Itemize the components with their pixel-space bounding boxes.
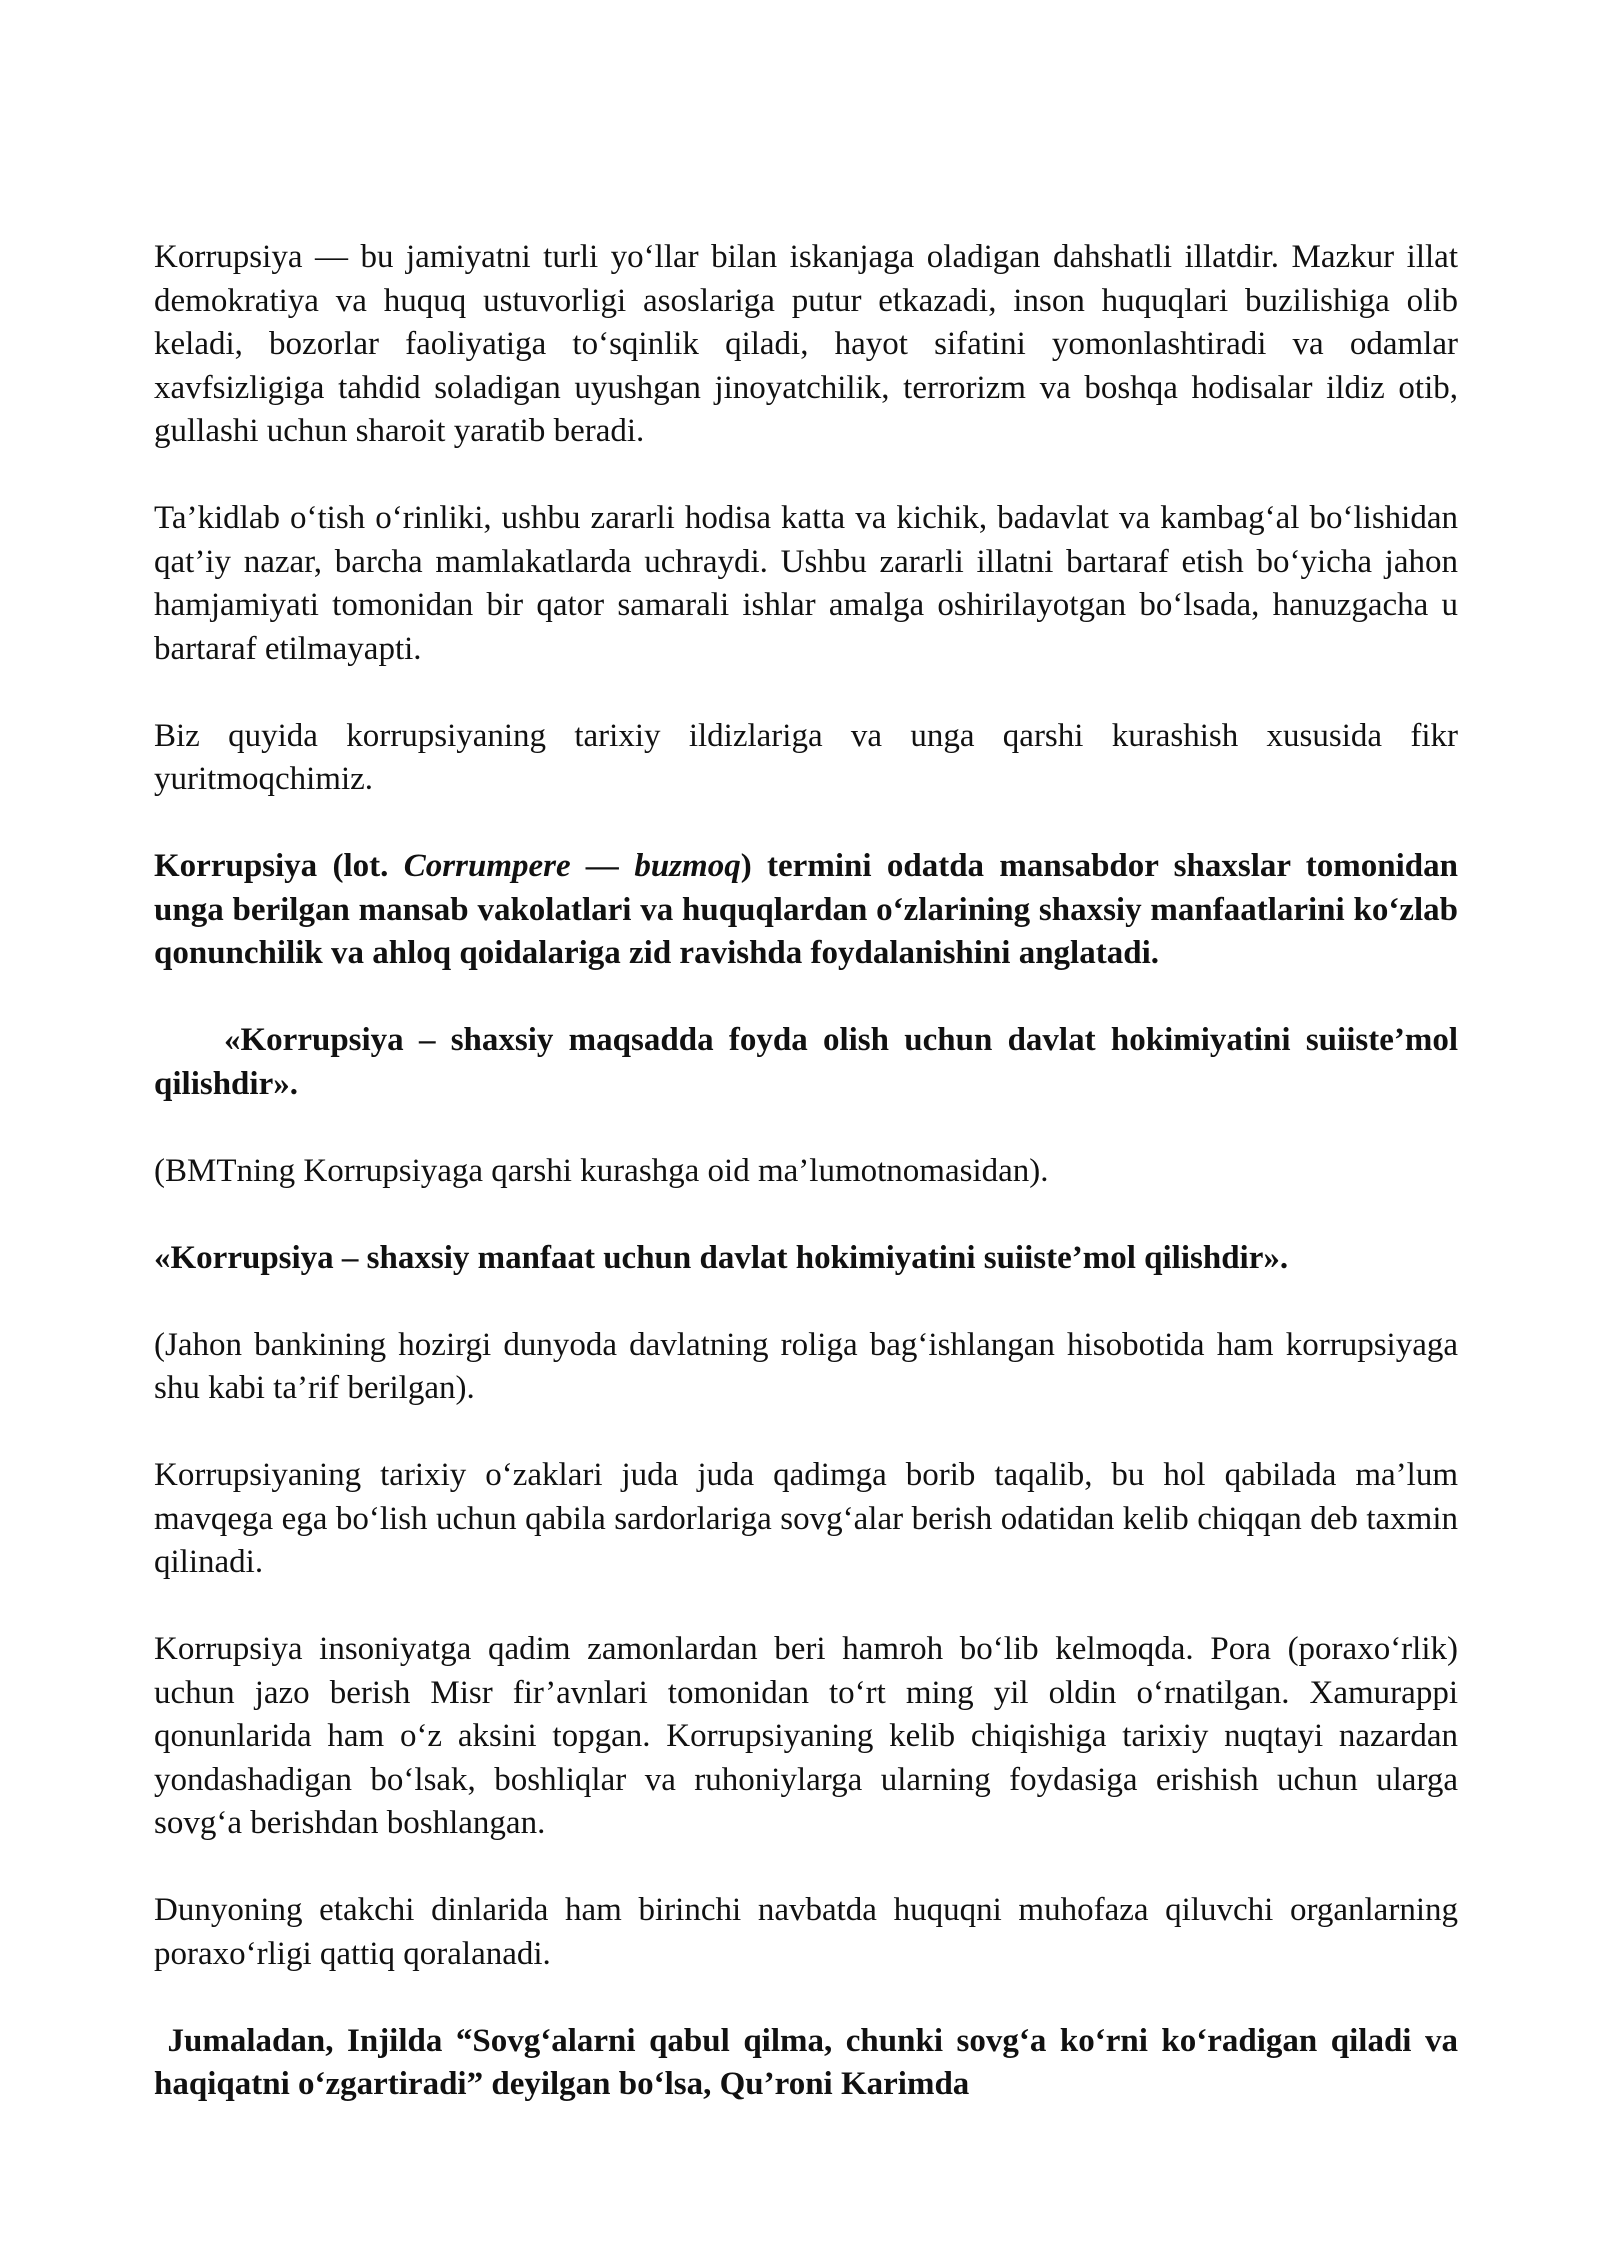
definition-part-3: ) termini odatda mansabdor shaxslar tomonidan unga berilgan mansab vakolatlari va huquqlardan o‘zlarining shaxsiy manfaatlarini ko‘zlab qonunchilik va ahloq qoidalariga zid ravishda foydalanishini anglatadi. bbox=[154, 848, 1458, 971]
source-world-bank: (Jahon bankining hozirgi dunyoda davlatning roliga bag‘ishlangan hisobotida ham korrupsiyaga shu kabi ta’rif berilgan). bbox=[154, 1326, 1458, 1406]
paragraph-ancient-history: Korrupsiya insoniyatga qadim zamonlardan beri hamroh bo‘lib kelmoqda. Pora (poraxo‘rlik) uchun jazo berish Misr fir’avnlari tomonidan to‘rt ming yil oldin o‘rnatilgan. Xamurappi qonunlarida ham o‘z aksini topgan. Korrupsiyaning kelib chiqishiga tarixiy nuqtayi nazardan yondashadigan bo‘lsak, boshliqlar va ruhoniylarga ularning foydasiga erishish uchun ularga sovg‘a berishdan boshlangan. bbox=[154, 1631, 1458, 1841]
quote-un: «Korrupsiya – shaxsiy maqsadda foyda olish uchun davlat hokimiyatini suiiste’mol qilishdir». bbox=[154, 1022, 1458, 1102]
paragraph-intro: Korrupsiya — bu jamiyatni turli yo‘llar bilan iskanjaga oladigan dahshatli illatdir. Mazkur illat demokratiya va huquq ustuvorligi asoslariga putur etkazadi, inson huquqlari buzilishiga olib keladi, bozorlar faoliyatiga to‘sqinlik qiladi, hayot sifatini yomonlashtiradi va odamlar xavfsizligiga tahdid soladigan uyushgan jinoyatchilik, terrorizm va boshqa hodisalar ildiz otib, gullashi uchun sharoit yaratib beradi. bbox=[154, 239, 1458, 449]
paragraph-history-roots: Korrupsiyaning tarixiy o‘zaklari juda juda qadimga borib taqalib, bu hol qabilada ma’lum mavqega ega bo‘lish uchun qabila sardorlariga sovg‘alar berish odatidan kelib chiqqan deb taxmin qilinadi. bbox=[154, 1457, 1458, 1580]
document-page bbox=[154, 236, 1467, 2107]
paragraph-scripture: Jumaladan, Injilda “Sovg‘alarni qabul qilma, chunki sovg‘a ko‘rni ko‘radigan qiladi va haqiqatni o‘zgartiradi” deyilgan bo‘lsa, Qu’roni Karimda bbox=[154, 2022, 1467, 2102]
paragraph-emphasis: Ta’kidlab o‘tish o‘rinliki, ushbu zararli hodisa katta va kichik, badavlat va kambag‘al bo‘lishidan qat’iy nazar, barcha mamlakatlarda uchraydi. Ushbu zararli illatni bartaraf etish bo‘yicha jahon hamjamiyati tomonidan bir qator samarali ishlar amalga oshirilayotgan bo‘lsada, hanuzgacha u bartaraf etilmayapti. bbox=[154, 500, 1458, 667]
paragraph-religions: Dunyoning etakchi dinlarida ham birinchi navbatda huquqni muhofaza qiluvchi organlarning poraxo‘rligi qattiq qoralanadi. bbox=[154, 1892, 1458, 1972]
paragraph-purpose: Biz quyida korrupsiyaning tarixiy ildizlariga va unga qarshi kurashish xususida fikr yuritmoqchimiz. bbox=[154, 717, 1458, 797]
definition-part-1: Korrupsiya (lot. bbox=[154, 848, 404, 884]
definition-latin-term: Corrumpere — buzmoq bbox=[403, 848, 741, 884]
paragraph-definition bbox=[154, 845, 1458, 976]
quote-world-bank: «Korrupsiya – shaxsiy manfaat uchun davlat hokimiyatini suiiste’mol qilishdir». bbox=[154, 1239, 1289, 1276]
source-un: (BMTning Korrupsiyaga qarshi kurashga oid ma’lumotnomasidan). bbox=[154, 1152, 1049, 1189]
